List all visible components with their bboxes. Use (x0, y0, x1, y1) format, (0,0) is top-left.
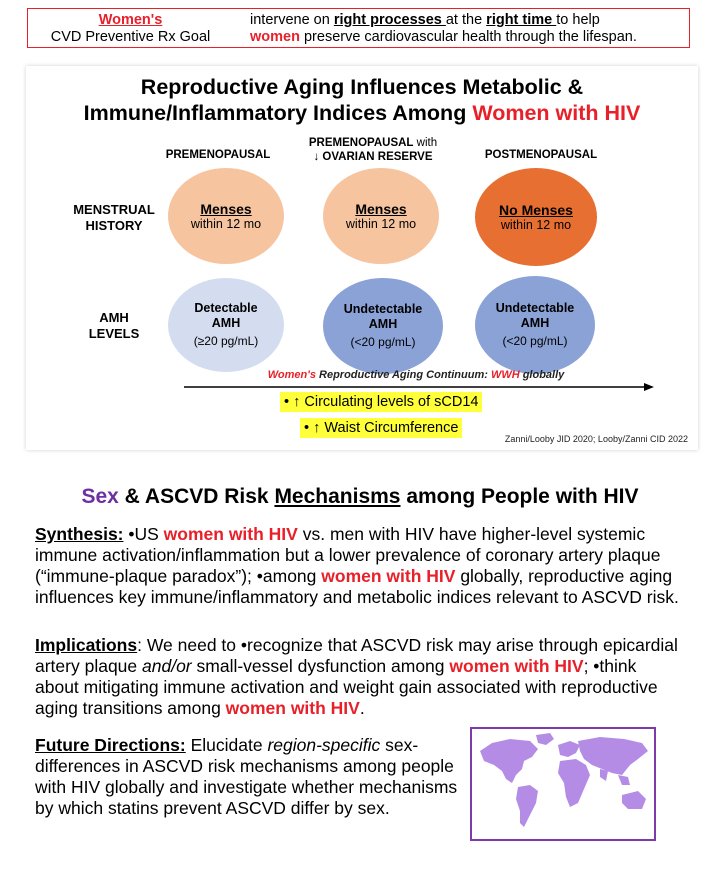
row-menstrual-2: HISTORY (85, 218, 143, 233)
row-menstrual-1: MENSTRUAL (73, 202, 155, 217)
menses-circle-reserve (323, 168, 439, 264)
goal-text: intervene on (250, 12, 334, 28)
highlight-scd14: • ↑ Circulating levels of sCD14 (280, 392, 482, 412)
goal-women: women (250, 29, 300, 45)
implications-text: ; •think about mitigating immune activation and weight gain associated with reproductive aging transitions among (35, 656, 658, 718)
citation: Zanni/Looby JID 2020; Looby/Zanni CID 2022 (504, 434, 688, 444)
mechanisms-title-sex: Sex (81, 485, 119, 508)
amh-line3: (≥20 pg/mL) (193, 334, 259, 348)
column-ovarian-reserve-a: PREMENOPAUSAL (308, 137, 414, 149)
synthesis-text: •US (123, 524, 164, 544)
mechanisms-title (0, 484, 720, 510)
goal-text: at the (445, 12, 487, 28)
implications-italic: and/or (142, 656, 192, 676)
amh-circle-premenopausal (168, 278, 284, 372)
goal-rx-label: CVD Preventive Rx Goal (50, 29, 211, 45)
amh-line1: Undetectable (343, 302, 423, 316)
continuum-label (216, 369, 616, 381)
goal-statement (250, 12, 690, 46)
goal-women-label: Women's (98, 12, 163, 28)
amh-line3: (<20 pg/mL) (502, 334, 568, 348)
highlight-waist: • ↑ Waist Circumference (300, 418, 462, 438)
synthesis-highlight: women with HIV (163, 524, 298, 544)
implications-highlight: women with HIV (449, 656, 584, 676)
implications-text: small-vessel dysfunction among (191, 656, 450, 676)
synthesis-text: globally, reproductive aging influences key immune/inflammatory and metabolic indices relevant to ASCVD risk. (35, 566, 679, 607)
row-menstrual-history (64, 202, 164, 234)
column-ovarian-reserve (288, 136, 458, 164)
goal-label (28, 12, 233, 46)
future-label: Future Directions: (35, 735, 186, 755)
menses-sub: within 12 mo (500, 217, 572, 232)
row-amh-1: AMH (99, 310, 129, 325)
continuum-women: Women's (267, 369, 316, 381)
future-italic: region-specific (267, 735, 381, 755)
amh-line1: Detectable (194, 301, 258, 315)
amh-line2: AMH (368, 317, 398, 331)
column-premenopausal: PREMENOPAUSAL (165, 149, 271, 161)
menses-circle-postmenopausal (475, 168, 597, 266)
menses-circle-premenopausal (168, 168, 284, 264)
amh-circle-reserve (323, 278, 443, 374)
future-text: Elucidate (185, 735, 268, 755)
synthesis-paragraph (35, 524, 680, 608)
future-text: sex-differences in ASCVD risk mechanisms among people with HIV globally and investigate whether mechanisms by which statins prevent ASCVD differ by sex. (35, 735, 458, 818)
continuum-wwh: WWH (490, 369, 520, 381)
synthesis-highlight: women with HIV (321, 566, 456, 586)
goal-text: preserve cardiovascular health through the lifespan. (299, 29, 637, 45)
goal-right-processes: right processes (333, 12, 446, 28)
reproductive-aging-panel (26, 66, 698, 450)
menses-title: Menses (355, 200, 407, 217)
implications-paragraph (35, 635, 685, 719)
panel-title-line2: Immune/Inflammatory Indices Among (83, 101, 473, 125)
synthesis-label: Synthesis: (35, 524, 124, 544)
mechanisms-title-b: among People with HIV (400, 485, 639, 508)
amh-line2: AMH (520, 316, 550, 330)
panel-title-highlight: Women with HIV (472, 101, 641, 125)
amh-line3: (<20 pg/mL) (350, 335, 416, 349)
column-ovarian-reserve-c: ↓ OVARIAN RESERVE (313, 151, 433, 163)
continuum-globally: globally (519, 369, 565, 381)
implications-label: Implications (35, 635, 138, 655)
row-amh-2: LEVELS (88, 326, 140, 341)
goal-box (27, 8, 690, 48)
implications-text: . (359, 698, 365, 718)
world-map-icon (472, 729, 654, 839)
column-postmenopausal: POSTMENOPAUSAL (484, 149, 598, 161)
panel-title (26, 74, 698, 126)
continuum-text: Reproductive Aging Continuum: (315, 369, 491, 381)
menses-title: Menses (200, 200, 252, 217)
implications-highlight: women with HIV (225, 698, 360, 718)
future-directions-paragraph (35, 735, 460, 819)
mechanisms-title-a: & ASCVD Risk (118, 485, 275, 508)
menses-title: No Menses (499, 201, 573, 218)
amh-circle-postmenopausal (475, 276, 595, 374)
goal-text: to help (556, 12, 600, 28)
mechanisms-title-mechanisms: Mechanisms (274, 485, 401, 508)
row-amh-levels (64, 310, 164, 342)
amh-line1: Undetectable (495, 301, 575, 315)
world-map-box (470, 727, 656, 841)
implications-text: : We need to •recognize that ASCVD risk may arise through epicardial artery plaque (35, 635, 678, 676)
amh-line2: AMH (211, 316, 241, 330)
menses-sub: within 12 mo (190, 216, 262, 231)
goal-right-time: right time (486, 12, 557, 28)
menses-sub: within 12 mo (345, 216, 417, 231)
continuum-arrow (184, 382, 654, 392)
column-ovarian-reserve-b: with (413, 137, 438, 149)
panel-title-line1: Reproductive Aging Influences Metabolic & (140, 75, 584, 99)
synthesis-text: vs. men with HIV have higher-level systemic immune activation/inflammation but a lower prevalence of coronary artery plaque (“immune-plaque paradox”); •among (35, 524, 661, 586)
